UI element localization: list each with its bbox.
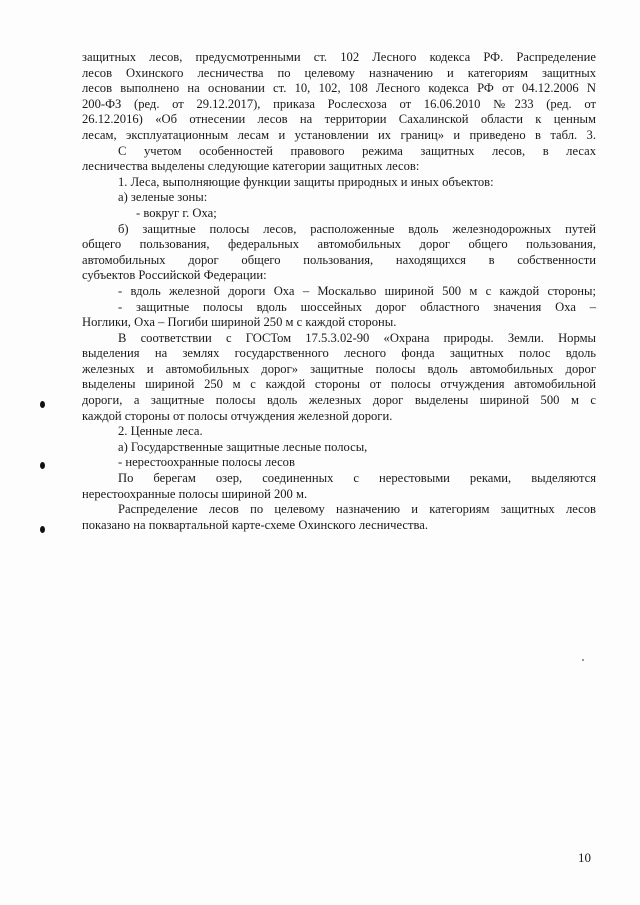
text-line: нерестоохранные полосы шириной 200 м. (82, 486, 308, 501)
text-line: лесов выполнено на основании ст. 10, 102, 108 Лесного кодекса РФ от 04.12.2006 N (82, 81, 596, 96)
text-line: показано на поквартальной карте-схеме Охинского лесничества. (82, 517, 429, 532)
text-line: лесничества выделены следующие категории защитных лесов: (82, 159, 420, 174)
text-line: 1. Леса, выполняющие функции защиты природных и иных объектов: (118, 174, 494, 189)
text-line: - защитные полосы вдоль шоссейных дорог областного значения Оха – (118, 299, 596, 314)
text-line: автомобильных дорог общего пользования, находящихся в собственности (82, 252, 596, 267)
text-line: лесов Охинского лесничества по целевому назначению и категориям защитных (82, 65, 596, 80)
text-line: По берегам озер, соединенных с нерестовыми реками, выделяются (118, 471, 596, 486)
text-line: железных и автомобильных дорог» защитные полосы вдоль автомобильных дорог (82, 361, 596, 376)
text-line: Распределение лесов по целевому назначению и категориям защитных лесов (118, 502, 596, 517)
text-line: - нерестоохранные полосы лесов (118, 455, 295, 470)
text-line: дороги, а защитные полосы вдоль железных дорог выделены шириной 500 м с (82, 393, 596, 408)
binding-hole-mark (40, 462, 45, 469)
text-line: а) зеленые зоны: (118, 190, 208, 205)
text-line: В соответствии с ГОСТом 17.5.3.02-90 «Охрана природы. Земли. Нормы (118, 330, 596, 345)
binding-hole-mark (40, 526, 45, 533)
text-line: Ноглики, Оха – Погиби шириной 250 м с каждой стороны. (82, 315, 397, 330)
text-line: каждой стороны от полосы отчуждения железной дороги. (82, 408, 393, 423)
text-line: субъектов Российской Федерации: (82, 268, 267, 283)
text-line: защитных лесов, предусмотренными ст. 102 Лесного кодекса РФ. Распределение (82, 50, 596, 64)
body-text (82, 50, 596, 533)
page-number: 10 (578, 850, 591, 865)
text-line: выделены шириной 250 м с каждой стороны от полосы отчуждения автомобильной (82, 377, 596, 392)
scan-speck (582, 659, 584, 661)
text-line: а) Государственные защитные лесные полосы, (118, 439, 368, 454)
text-line: 26.12.2016) «Об отнесении лесов на территории Сахалинской области к ценным (82, 112, 596, 127)
text-line: - вдоль железной дороги Оха – Москальво шириной 500 м с каждой стороны; (118, 283, 596, 298)
text-line: - вокруг г. Оха; (136, 205, 217, 220)
text-line: общего пользования, федеральных автомобильных дорог общего пользования, (82, 237, 596, 252)
text-line: 200-ФЗ (ред. от 29.12.2017), приказа Рослесхоза от 16.06.2010 №233 (ред. от (82, 96, 596, 111)
text-line: лесам, эксплуатационным лесам и установлении их границ» и приведено в табл. 3. (82, 127, 596, 142)
binding-hole-mark (40, 401, 45, 408)
text-line: 2. Ценные леса. (118, 424, 203, 439)
text-line: С учетом особенностей правового режима защитных лесов, в лесах (118, 143, 596, 158)
text-line: б) защитные полосы лесов, расположенные вдоль железнодорожных путей (118, 221, 596, 236)
text-line: выделения на землях государственного лесного фонда защитных полос вдоль (82, 346, 596, 361)
